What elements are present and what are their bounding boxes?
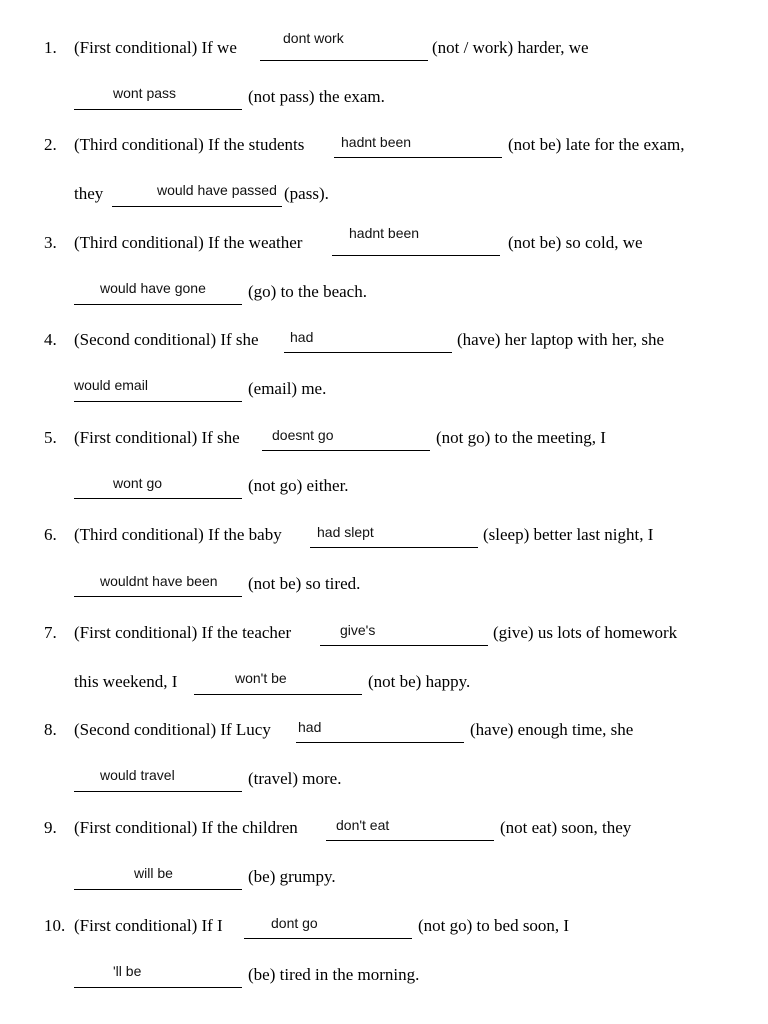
answer-text: dont go: [271, 915, 318, 931]
item-6-line-2: [0, 570, 768, 600]
item-1-line-2: [0, 83, 768, 113]
item-4-line-2: [0, 375, 768, 405]
answer-text: would travel: [100, 767, 175, 783]
answer-text: had: [298, 719, 322, 735]
item-hint: (not go) to bed soon, I: [418, 916, 570, 935]
answer-text: had slept: [317, 524, 374, 540]
item-number: 10.: [44, 916, 66, 935]
answer-text: would have passed: [157, 182, 277, 198]
item-hint: (not be) so cold, we: [508, 233, 643, 252]
item-hint: (not eat) soon, they: [500, 818, 632, 837]
item-hint: (give) us lots of homework: [493, 623, 678, 642]
item-hint: (not be) happy.: [368, 672, 471, 691]
item-prompt: (First conditional) If we: [74, 38, 237, 57]
item-number: 5.: [44, 428, 57, 447]
item-hint: (not / work) harder, we: [432, 38, 589, 57]
item-hint: (not go) to the meeting, I: [436, 428, 606, 447]
item-7-line-2: [0, 668, 768, 698]
item-hint: (not be) so tired.: [248, 574, 361, 593]
answer-text: wont pass: [113, 85, 177, 101]
item-3-line-1: [0, 225, 768, 259]
item-prompt: (Second conditional) If Lucy: [74, 720, 271, 739]
item-8-line-2: [0, 765, 768, 795]
item-4-line-1: [0, 326, 768, 356]
answer-text: will be: [134, 865, 173, 881]
answer-text: would have gone: [100, 280, 206, 296]
answer-text: wont go: [113, 475, 163, 491]
item-3-line-2: [0, 278, 768, 308]
answer-text: hadnt been: [349, 225, 420, 241]
item-7-line-1: [0, 619, 768, 649]
item-number: 1.: [44, 38, 57, 57]
item-prompt: (First conditional) If I: [74, 916, 223, 935]
item-2-line-2: [0, 180, 768, 210]
item-hint: (be) tired in the morning.: [248, 965, 420, 984]
item-hint: (go) to the beach.: [248, 282, 367, 301]
item-hint: (not pass) the exam.: [248, 87, 385, 106]
item-hint: (be) grumpy.: [248, 867, 336, 886]
item-1-line-1: [0, 30, 768, 64]
item-number: 8.: [44, 720, 57, 739]
answer-text: don't eat: [336, 817, 390, 833]
item-prompt: (Third conditional) If the students: [74, 135, 305, 154]
item-hint: (travel) more.: [248, 769, 342, 788]
item-prompt: (Third conditional) If the baby: [74, 525, 282, 544]
item-9-line-2: [0, 863, 768, 893]
item-number: 7.: [44, 623, 57, 642]
item-hint: (not be) late for the exam,: [508, 135, 685, 154]
item-9-line-1: [0, 814, 768, 844]
item-prompt: (Second conditional) If she: [74, 330, 259, 349]
answer-text: give's: [340, 622, 376, 638]
answer-text: won't be: [235, 670, 287, 686]
item-number: 9.: [44, 818, 57, 837]
item-8-line-1: [0, 716, 768, 746]
item-6-line-1: [0, 521, 768, 551]
item-hint: (not go) either.: [248, 476, 349, 495]
item-number: 6.: [44, 525, 57, 544]
item-10-line-2: [0, 961, 768, 991]
answer-text: would email: [74, 377, 148, 393]
item-prompt: (First conditional) If the children: [74, 818, 298, 837]
item-5-line-1: [0, 424, 768, 454]
item-hint: (sleep) better last night, I: [483, 525, 654, 544]
item-prompt: this weekend, I: [74, 672, 178, 691]
item-hint: (have) enough time, she: [470, 720, 634, 739]
item-2-line-1: [0, 131, 768, 161]
answer-text: had: [290, 329, 314, 345]
answer-blank-2[interactable]: [74, 965, 242, 988]
item-number: 4.: [44, 330, 57, 349]
item-prompt: they: [74, 184, 104, 203]
item-prompt: (Third conditional) If the weather: [74, 233, 303, 252]
answer-text: hadnt been: [341, 134, 412, 150]
answer-text: wouldnt have been: [100, 573, 218, 589]
item-hint: (pass).: [284, 184, 329, 203]
item-hint: (email) me.: [248, 379, 327, 398]
item-hint: (have) her laptop with her, she: [457, 330, 665, 349]
item-prompt: (First conditional) If the teacher: [74, 623, 292, 642]
item-10-line-1: [0, 912, 768, 942]
item-prompt: (First conditional) If she: [74, 428, 240, 447]
answer-text: doesnt go: [272, 427, 334, 443]
item-number: 3.: [44, 233, 57, 252]
answer-blank-1[interactable]: [244, 916, 412, 939]
item-5-line-2: [0, 472, 768, 502]
answer-text: 'll be: [113, 963, 142, 979]
item-number: 2.: [44, 135, 57, 154]
answer-text: dont work: [283, 30, 344, 46]
